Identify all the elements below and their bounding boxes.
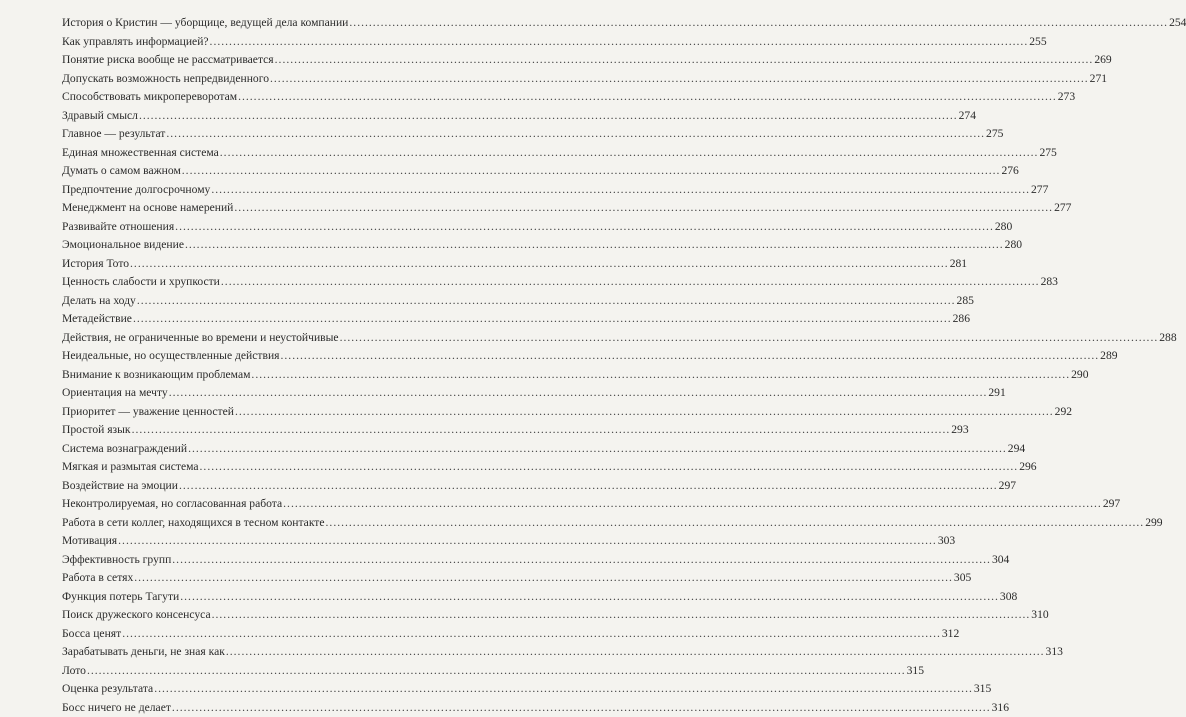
toc-entry-title: Поиск дружеского консенсуса <box>62 606 211 625</box>
toc-entry-title: Главное — результат <box>62 125 165 144</box>
toc-entry-page-number: 294 <box>1008 440 1025 459</box>
book-page <box>0 0 400 590</box>
toc-entry-page-number: 285 <box>957 292 974 311</box>
toc-entry-page-number: 308 <box>1000 588 1017 607</box>
dot-leader <box>212 606 1031 625</box>
toc-entry[interactable] <box>62 569 374 588</box>
dot-leader <box>154 680 973 699</box>
dot-leader <box>122 625 941 644</box>
dot-leader <box>130 255 949 274</box>
dot-leader <box>180 588 999 607</box>
dot-leader <box>139 107 958 126</box>
toc-entry-page-number: 316 <box>992 699 1009 717</box>
toc-entry-page-number: 292 <box>1055 403 1072 422</box>
toc-entry-page-number: 275 <box>1039 144 1056 163</box>
toc-entry-page-number: 277 <box>1031 181 1048 200</box>
toc-entry[interactable] <box>62 458 374 477</box>
toc-entry-title: Понятие риска вообще не рассматривается <box>62 51 274 70</box>
dot-leader <box>172 551 991 570</box>
dot-leader <box>238 88 1057 107</box>
toc-entry-title: Система вознаграждений <box>62 440 187 459</box>
toc-entry-title: Неконтролируемая, но согласованная работа <box>62 495 282 514</box>
toc-entry-page-number: 273 <box>1058 88 1075 107</box>
toc-entry-page-number: 281 <box>950 255 967 274</box>
toc-entry-page-number: 312 <box>942 625 959 644</box>
toc-entry-title: Ориентация на мечту <box>62 384 168 403</box>
toc-entry-title: Способствовать микропереворотам <box>62 88 237 107</box>
dot-leader <box>166 125 985 144</box>
toc-entry-title: Думать о самом важном <box>62 162 181 181</box>
toc-entry[interactable] <box>62 403 374 422</box>
toc-entry-title: Работа в сети коллег, находящихся в тесном контакте <box>62 514 325 533</box>
toc-entry-title: Работа в сетях <box>62 569 133 588</box>
toc-entry-title: Как управлять информацией? <box>62 33 209 52</box>
dot-leader <box>132 421 951 440</box>
dot-leader <box>87 662 906 681</box>
dot-leader <box>188 440 1007 459</box>
toc-entry[interactable] <box>62 144 374 163</box>
table-of-contents <box>62 14 374 717</box>
toc-entry-page-number: 254 <box>1169 14 1186 33</box>
dot-leader <box>185 236 1004 255</box>
toc-entry-page-number: 297 <box>1103 495 1120 514</box>
toc-entry-title: Менеджмент на основе намерений <box>62 199 233 218</box>
toc-entry-title: Воздействие на эмоции <box>62 477 178 496</box>
toc-entry[interactable] <box>62 236 374 255</box>
toc-entry[interactable] <box>62 680 374 699</box>
toc-entry[interactable] <box>62 329 374 348</box>
toc-entry-title: Эффективность групп <box>62 551 171 570</box>
toc-entry-page-number: 286 <box>953 310 970 329</box>
toc-entry-title: Действия, не ограниченные во времени и неустойчивые <box>62 329 339 348</box>
dot-leader <box>340 329 1159 348</box>
toc-entry[interactable] <box>62 495 374 514</box>
toc-entry[interactable] <box>62 125 374 144</box>
toc-entry-title: Функция потерь Тагути <box>62 588 179 607</box>
toc-entry-page-number: 280 <box>995 218 1012 237</box>
dot-leader <box>251 366 1070 385</box>
toc-entry-page-number: 277 <box>1054 199 1071 218</box>
toc-entry-page-number: 283 <box>1041 273 1058 292</box>
toc-entry-page-number: 280 <box>1005 236 1022 255</box>
toc-entry[interactable] <box>62 218 374 237</box>
toc-entry[interactable] <box>62 273 374 292</box>
dot-leader <box>134 569 953 588</box>
toc-entry[interactable] <box>62 625 374 644</box>
toc-entry-page-number: 271 <box>1090 70 1107 89</box>
toc-entry[interactable] <box>62 366 374 385</box>
toc-entry-page-number: 275 <box>986 125 1003 144</box>
toc-entry[interactable] <box>62 199 374 218</box>
toc-entry-title: Приоритет — уважение ценностей <box>62 403 234 422</box>
toc-entry-page-number: 276 <box>1001 162 1018 181</box>
toc-entry[interactable] <box>62 384 374 403</box>
toc-entry-page-number: 315 <box>907 662 924 681</box>
dot-leader <box>169 384 988 403</box>
dot-leader <box>275 51 1094 70</box>
dot-leader <box>234 199 1053 218</box>
toc-entry-title: Внимание к возникающим проблемам <box>62 366 250 385</box>
dot-leader <box>175 218 994 237</box>
dot-leader <box>283 495 1102 514</box>
toc-entry-title: История Тото <box>62 255 129 274</box>
toc-entry-title: Развивайте отношения <box>62 218 174 237</box>
dot-leader <box>235 403 1054 422</box>
toc-entry[interactable] <box>62 70 374 89</box>
toc-entry-page-number: 296 <box>1019 458 1036 477</box>
dot-leader <box>281 347 1100 366</box>
dot-leader <box>179 477 998 496</box>
toc-entry-page-number: 288 <box>1159 329 1176 348</box>
toc-entry-title: Метадействие <box>62 310 132 329</box>
dot-leader <box>172 699 991 717</box>
dot-leader <box>349 14 1168 33</box>
dot-leader <box>200 458 1019 477</box>
toc-entry-page-number: 293 <box>951 421 968 440</box>
toc-entry-page-number: 313 <box>1046 643 1063 662</box>
toc-entry[interactable] <box>62 347 374 366</box>
toc-entry[interactable] <box>62 14 374 33</box>
toc-entry-page-number: 310 <box>1031 606 1048 625</box>
toc-entry[interactable] <box>62 532 374 551</box>
dot-leader <box>220 144 1039 163</box>
dot-leader <box>270 70 1089 89</box>
toc-entry-title: Делать на ходу <box>62 292 136 311</box>
toc-entry[interactable] <box>62 551 374 570</box>
toc-entry-title: Мягкая и размытая система <box>62 458 199 477</box>
toc-entry[interactable] <box>62 421 374 440</box>
toc-entry-page-number: 290 <box>1071 366 1088 385</box>
toc-entry[interactable] <box>62 51 374 70</box>
toc-entry-title: Оценка результата <box>62 680 153 699</box>
toc-entry-page-number: 274 <box>959 107 976 126</box>
toc-entry-title: Босса ценят <box>62 625 121 644</box>
toc-entry-title: Допускать возможность непредвиденного <box>62 70 269 89</box>
toc-entry-title: Зарабатывать деньги, не зная как <box>62 643 225 662</box>
toc-entry-page-number: 304 <box>992 551 1009 570</box>
dot-leader <box>221 273 1040 292</box>
toc-entry-title: Мотивация <box>62 532 117 551</box>
toc-entry-page-number: 299 <box>1145 514 1162 533</box>
toc-entry[interactable] <box>62 514 374 533</box>
toc-entry-page-number: 305 <box>954 569 971 588</box>
dot-leader <box>182 162 1001 181</box>
toc-entry[interactable] <box>62 477 374 496</box>
toc-entry[interactable] <box>62 292 374 311</box>
toc-entry-page-number: 289 <box>1100 347 1117 366</box>
toc-entry-page-number: 303 <box>938 532 955 551</box>
toc-entry-title: Неидеальные, но осуществленные действия <box>62 347 280 366</box>
toc-entry[interactable] <box>62 255 374 274</box>
toc-entry[interactable] <box>62 181 374 200</box>
toc-entry-title: Здравый смысл <box>62 107 138 126</box>
toc-entry-title: Эмоциональное видение <box>62 236 184 255</box>
dot-leader <box>210 33 1029 52</box>
toc-entry[interactable] <box>62 162 374 181</box>
dot-leader <box>211 181 1030 200</box>
toc-entry[interactable] <box>62 310 374 329</box>
dot-leader <box>326 514 1145 533</box>
toc-entry-title: Лото <box>62 662 86 681</box>
toc-entry-title: Ценность слабости и хрупкости <box>62 273 220 292</box>
toc-entry-page-number: 315 <box>974 680 991 699</box>
toc-entry[interactable] <box>62 88 374 107</box>
toc-entry[interactable] <box>62 107 374 126</box>
toc-entry-page-number: 291 <box>988 384 1005 403</box>
toc-entry-title: История о Кристин — уборщице, ведущей дела компании <box>62 14 348 33</box>
toc-entry[interactable] <box>62 33 374 52</box>
toc-entry[interactable] <box>62 440 374 459</box>
toc-entry[interactable] <box>62 588 374 607</box>
toc-entry[interactable] <box>62 662 374 681</box>
dot-leader <box>133 310 952 329</box>
toc-entry[interactable] <box>62 606 374 625</box>
toc-entry-page-number: 297 <box>999 477 1016 496</box>
toc-entry[interactable] <box>62 699 374 717</box>
toc-entry-title: Единая множественная система <box>62 144 219 163</box>
toc-entry-title: Предпочтение долгосрочному <box>62 181 210 200</box>
dot-leader <box>137 292 956 311</box>
dot-leader <box>226 643 1045 662</box>
toc-entry[interactable] <box>62 643 374 662</box>
toc-entry-page-number: 269 <box>1094 51 1111 70</box>
toc-entry-title: Простой язык <box>62 421 131 440</box>
toc-entry-page-number: 255 <box>1029 33 1046 52</box>
toc-entry-title: Босс ничего не делает <box>62 699 171 717</box>
dot-leader <box>118 532 937 551</box>
